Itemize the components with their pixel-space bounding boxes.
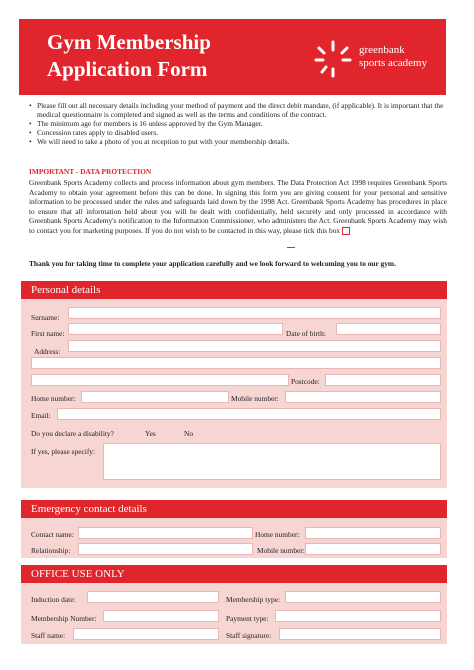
address-label: Address: (34, 347, 61, 356)
data-protection-text (29, 178, 447, 236)
header-banner (19, 19, 446, 95)
contact-name-field[interactable] (78, 527, 253, 539)
disability-label: Do you declare a disability? (31, 429, 114, 438)
emergency-home-number-label: Home number: (255, 530, 300, 539)
address-field-line2[interactable] (31, 357, 441, 369)
intro-bullet: • Please fill out all necessary details including your method of payment and the direct debit mandate, (if applicable). It is important that the medical questionnaire is completed and signed as well as the terms and conditions of the contract. (29, 101, 449, 119)
emergency-mobile-number-label: Mobile number: (257, 546, 305, 555)
surname-field[interactable] (68, 307, 441, 319)
induction-date-label: Induction date: (31, 595, 76, 604)
personal-details-section (21, 281, 447, 488)
staff-signature-label: Staff signature: (226, 631, 272, 640)
intro-bullet: • We will need to take a photo of you at reception to put with your membership details. (29, 137, 449, 146)
dob-field[interactable] (336, 323, 441, 335)
first-name-label: First name: (31, 329, 65, 338)
form-title-line1: Gym Membership (47, 30, 211, 54)
marketing-opt-out-checkbox[interactable] (342, 227, 350, 235)
intro-bullets (29, 101, 449, 146)
data-protection-heading: IMPORTANT - DATA PROTECTION (29, 167, 152, 176)
payment-type-label: Payment type: (226, 614, 269, 623)
payment-type-field[interactable] (275, 610, 441, 622)
emergency-home-number-field[interactable] (305, 527, 441, 539)
section-title: OFFICE USE ONLY (31, 568, 125, 580)
disability-specify-field[interactable] (103, 443, 441, 480)
address-field-line1[interactable] (68, 340, 441, 352)
relationship-label: Relationship: (31, 546, 71, 555)
postcode-label: Postcode: (291, 377, 320, 386)
divider (287, 247, 295, 248)
staff-name-label: Staff name: (31, 631, 66, 640)
surname-label: Surname: (31, 313, 60, 322)
thank-you-note: Thank you for taking time to complete your application carefully and we look forward to welcoming you to our gym. (29, 259, 396, 268)
section-header (21, 565, 447, 583)
brand-name-line2: sports academy (359, 57, 428, 69)
emergency-mobile-number-field[interactable] (305, 543, 441, 555)
home-number-field[interactable] (81, 391, 229, 403)
email-label: Email: (31, 411, 51, 420)
email-field[interactable] (57, 408, 441, 420)
starburst-icon (313, 39, 353, 79)
intro-bullet: • Concession rates apply to disabled users. (29, 128, 449, 137)
postcode-field[interactable] (325, 374, 441, 386)
membership-number-field[interactable] (103, 610, 219, 622)
section-header (21, 500, 447, 518)
staff-name-field[interactable] (73, 628, 219, 640)
disability-no-option[interactable]: No (184, 429, 194, 438)
mobile-number-field[interactable] (285, 391, 441, 403)
membership-type-label: Membership type: (226, 595, 280, 604)
address-field-line3[interactable] (31, 374, 289, 386)
contact-name-label: Contact name: (31, 530, 74, 539)
induction-date-field[interactable] (87, 591, 219, 603)
data-protection-body: Greenbank Sports Academy collects and process information about gym members. The Data Protection Act 1998 requires Greenbank Sports Academy to obtain your agreement before this can be done. In signing this form you are giving consent for your personal and sensitive information to be processed under the rules and safeguards laid down by the 1998 Act. Greenbank Sports Academy has procedures in place to ensure that all information held about you will be dealt with confidentially, held securely and only processed in accordance with Greenbank Sports Academy's notification to the Information Commissioner, who administers the Act. Greenbank Sports Academy may wish to contact you for marketing purposes. If you do not wish to be contacted in this way, please tick this box (29, 178, 447, 235)
section-header (21, 281, 447, 299)
emergency-contact-section (21, 500, 447, 558)
brand-name-line1: greenbank (359, 44, 405, 56)
dob-label: Date of birth: (286, 329, 326, 338)
office-use-section (21, 565, 447, 644)
membership-number-label: Membership Number: (31, 614, 97, 623)
relationship-field[interactable] (78, 543, 253, 555)
form-title-line2: Application Form (47, 57, 208, 81)
section-title: Emergency contact details (31, 503, 147, 515)
staff-signature-field[interactable] (279, 628, 441, 640)
section-title: Personal details (31, 284, 101, 296)
membership-type-field[interactable] (285, 591, 441, 603)
intro-bullet: • The minimum age for members is 16 unless approved by the Gym Manager. (29, 119, 449, 128)
home-number-label: Home number: (31, 394, 76, 403)
first-name-field[interactable] (68, 323, 283, 335)
mobile-number-label: Mobile number: (231, 394, 279, 403)
disability-yes-option[interactable]: Yes (145, 429, 156, 438)
disability-specify-label: If yes, please specify: (31, 447, 96, 456)
